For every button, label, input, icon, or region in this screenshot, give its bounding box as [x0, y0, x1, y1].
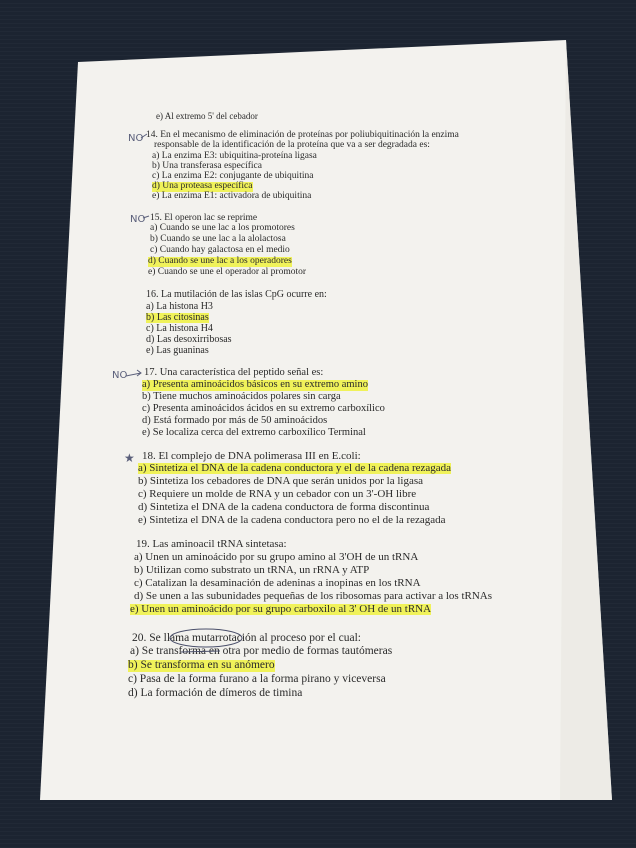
q15-option-d-highlighted: d) Cuando se une lac a los operadores	[148, 256, 292, 266]
question-19: 19. Las aminoacil tRNA sintetasa:	[136, 538, 287, 550]
q19-option-e-highlighted: e) Unen un aminoácido por su grupo carboxilo al 3' OH de un tRNA	[130, 603, 432, 615]
q19-option-b: b) Utilizan como substrato un tRNA, un rRNA y ATP	[134, 564, 370, 576]
q16-option-a: a) La histona H3	[146, 301, 213, 312]
question-17: 17. Una característica del peptido señal es:	[144, 367, 324, 378]
q18-option-b: b) Sintetiza los cebadores de DNA que serán unidos por la ligasa	[138, 475, 424, 487]
question-18: 18. El complejo de DNA polimerasa III en E.coli:	[142, 450, 361, 462]
q15-option-b: b) Cuando se une lac a la alolactosa	[150, 234, 286, 244]
q15-option-a: a) Cuando se une lac a los promotores	[150, 223, 295, 233]
q14-option-e: e) La enzima E1: activadora de ubiquitina	[152, 191, 312, 201]
q17-option-a-highlighted: a) Presenta aminoácidos básicos en su extremo amino	[142, 379, 368, 390]
q18-option-c: c) Requiere un molde de RNA y un cebador con un 3'-OH libre	[138, 488, 417, 500]
q16-option-e: e) Las guaninas	[146, 345, 209, 356]
q17-option-e: e) Se localiza cerca del extremo carboxílico Terminal	[142, 427, 366, 438]
line-q13-e: e) Al extremo 5' del cebador	[156, 111, 258, 121]
q16-option-d: d) Las desoxirribosas	[146, 334, 232, 345]
q14-option-b: b) Una transferasa específica	[152, 161, 262, 171]
q19-option-a: a) Unen un aminoácido por su grupo amino al 3'OH de un tRNA	[134, 551, 419, 563]
q15-option-c: c) Cuando hay galactosa en el medio	[150, 245, 290, 255]
q19-option-c: c) Catalizan la desaminación de adeninas a inopinas en los tRNA	[134, 577, 421, 589]
q19-option-d: d) Se unen a las subunidades pequeñas de los ribosomas para activar a los tRNAs	[134, 590, 493, 602]
q20-option-b-highlighted: b) Se transforma en su anómero	[128, 659, 275, 671]
q17-option-d: d) Está formado por más de 50 aminoácidos	[142, 415, 328, 426]
q16-option-b-highlighted: b) Las citosinas	[146, 312, 209, 323]
handwritten-note-q14: NO	[128, 133, 144, 144]
handwritten-note-q17: NO	[112, 370, 128, 381]
q18-option-a-highlighted: a) Sintetiza el DNA de la cadena conductora y el de la cadena rezagada	[138, 462, 452, 474]
question-14-line2: responsable de la identificación de la proteína que va a ser degradada es:	[154, 140, 430, 150]
q18-option-d: d) Sintetiza el DNA de la cadena conductora de forma discontinua	[138, 501, 430, 513]
q14-option-c: c) La enzima E2: conjugante de ubiquitina	[152, 171, 314, 181]
q14-option-d-highlighted: d) Una proteasa específica	[152, 181, 253, 191]
q20-option-d: d) La formación de dímeros de timina	[128, 687, 303, 699]
question-14-line1: 14. En el mecanismo de eliminación de proteínas por poliubiquitinación la enzima	[146, 130, 459, 140]
q15-option-e: e) Cuando se une el operador al promotor	[148, 267, 307, 277]
q14-option-a: a) La enzima E3: ubiquitina-proteína ligasa	[152, 151, 317, 161]
q17-option-c: c) Presenta aminoácidos ácidos en su extremo carboxílico	[142, 403, 385, 414]
handwritten-note-q18: ★	[124, 451, 135, 465]
question-15: 15. El operon lac se reprime	[150, 213, 258, 223]
q18-option-e: e) Sintetiza el DNA de la cadena conductora pero no el de la rezagada	[138, 514, 446, 526]
q20-option-c: c) Pasa de la forma furano a la forma pirano y viceversa	[128, 673, 386, 685]
q20-option-a: a) Se transforma en otra por medio de formas tautómeras	[130, 645, 393, 657]
question-20: 20. Se llama mutarrotación al proceso por el cual:	[132, 632, 361, 644]
q16-option-c: c) La histona H4	[146, 323, 213, 334]
handwritten-note-q15: NO	[130, 214, 146, 225]
q17-option-b: b) Tiene muchos aminoácidos polares sin carga	[142, 391, 341, 402]
question-16: 16. La mutilación de las islas CpG ocurre en:	[146, 289, 327, 300]
